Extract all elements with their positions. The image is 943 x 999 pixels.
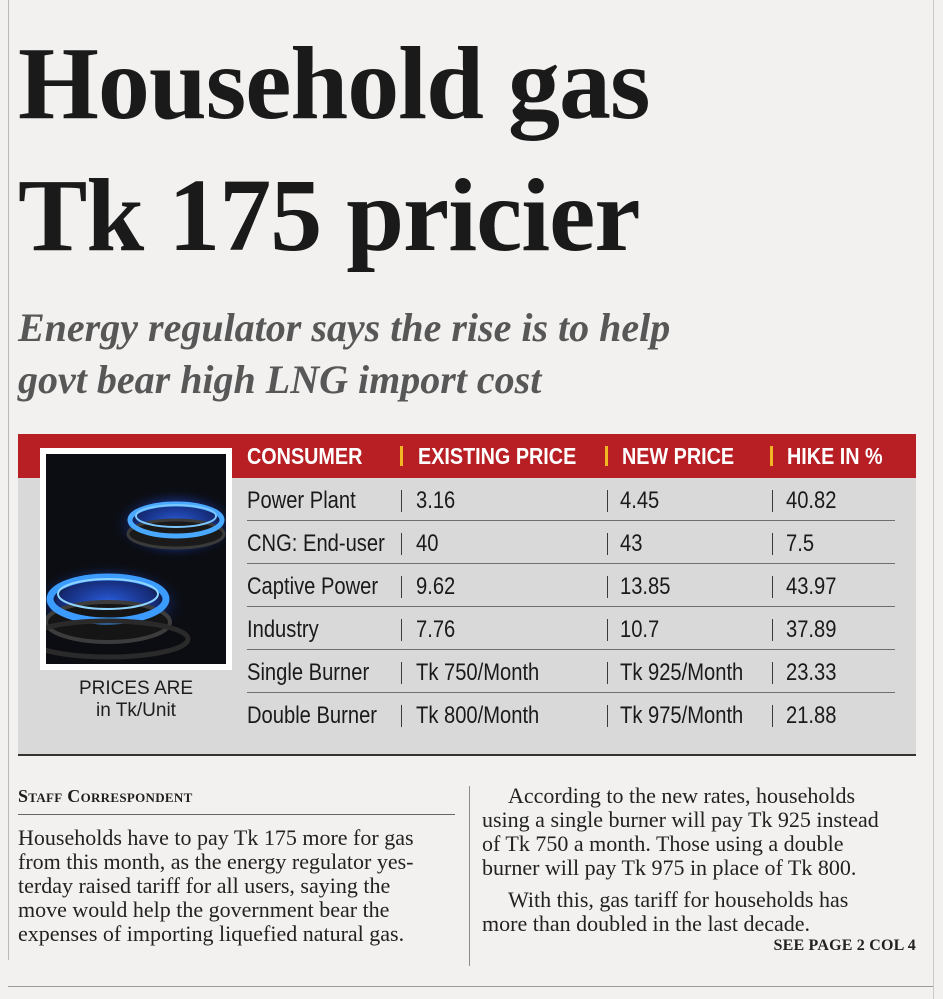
units-note xyxy=(40,678,232,722)
cell-existing-price: 9.62 xyxy=(416,573,456,600)
article-left-column xyxy=(18,826,455,946)
page-left-rule xyxy=(8,0,9,960)
column-divider xyxy=(772,576,773,598)
subheadline-line-1: Energy regulator says the rise is to help xyxy=(18,305,671,350)
column-divider xyxy=(607,662,608,684)
cell-existing-price: 40 xyxy=(416,530,439,557)
cell-consumer: Captive Power xyxy=(247,573,379,600)
column-divider xyxy=(401,576,402,598)
page-right-rule xyxy=(933,0,934,999)
column-divider xyxy=(772,490,773,512)
cell-hike-percent: 7.5 xyxy=(786,530,815,557)
gas-burner-flames-image xyxy=(46,454,226,664)
article-line: Households have to pay Tk 175 more for gas xyxy=(18,825,414,850)
cell-existing-price: 7.76 xyxy=(416,616,456,643)
subheadline xyxy=(18,302,918,406)
header-separator xyxy=(605,446,608,466)
article-line: expenses of importing liquefied natural gas. xyxy=(18,921,405,946)
row-divider xyxy=(247,692,895,693)
row-divider xyxy=(247,520,895,521)
article-line: burner will pay Tk 975 in place of Tk 800. xyxy=(482,855,857,880)
cell-hike-percent: 37.89 xyxy=(786,616,837,643)
cell-existing-price: 3.16 xyxy=(416,487,456,514)
column-divider xyxy=(772,533,773,555)
column-header-existing-price: EXISTING PRICE xyxy=(418,443,577,469)
headline-line-2: Tk 175 pricier xyxy=(18,158,640,273)
row-divider xyxy=(247,606,895,607)
cell-consumer: CNG: End-user xyxy=(247,530,385,557)
column-divider xyxy=(401,705,402,727)
cell-new-price: Tk 975/Month xyxy=(620,702,744,729)
column-divider xyxy=(469,786,470,966)
article-right-column-paragraph-2 xyxy=(482,888,916,936)
cell-consumer: Power Plant xyxy=(247,487,356,514)
article-line: With this, gas tariff for households has xyxy=(508,887,849,912)
page-bottom-rule xyxy=(8,986,933,987)
subheadline-line-2: govt bear high LNG import cost xyxy=(18,357,542,402)
header-separator xyxy=(400,446,403,466)
column-divider xyxy=(401,533,402,555)
column-divider xyxy=(607,705,608,727)
article-line: using a single burner will pay Tk 925 instead xyxy=(482,807,879,832)
gas-stove-photo-frame xyxy=(40,448,232,670)
row-divider xyxy=(247,649,895,650)
cell-consumer: Single Burner xyxy=(247,659,370,686)
article-line: terday raised tariff for all users, saying the xyxy=(18,873,391,898)
article-line: more than doubled in the last decade. xyxy=(482,911,811,936)
byline: Staff Correspondent xyxy=(18,786,193,806)
cell-hike-percent: 23.33 xyxy=(786,659,837,686)
headline-line-1: Household gas xyxy=(18,26,650,141)
column-header-hike-percent: HIKE IN % xyxy=(787,443,883,469)
article-line: According to the new rates, households xyxy=(508,783,856,808)
header-separator xyxy=(770,446,773,466)
cell-new-price: 4.45 xyxy=(620,487,660,514)
continuation-note: SEE PAGE 2 COL 4 xyxy=(773,937,916,954)
headline xyxy=(18,18,928,282)
row-divider xyxy=(247,563,895,564)
column-header-new-price: NEW PRICE xyxy=(622,443,735,469)
units-note-line-2: in Tk/Unit xyxy=(96,700,176,721)
cell-existing-price: Tk 800/Month xyxy=(416,702,540,729)
cell-new-price: Tk 925/Month xyxy=(620,659,744,686)
column-divider xyxy=(401,490,402,512)
cell-consumer: Double Burner xyxy=(247,702,378,729)
article-line: of Tk 750 a month. Those using a double xyxy=(482,831,844,856)
column-divider xyxy=(607,533,608,555)
column-divider xyxy=(401,619,402,641)
column-divider xyxy=(772,705,773,727)
price-infographic xyxy=(18,434,916,756)
cell-new-price: 10.7 xyxy=(620,616,660,643)
cell-hike-percent: 40.82 xyxy=(786,487,837,514)
units-note-line-1: PRICES ARE xyxy=(78,678,194,699)
article-line: move would help the government bear the xyxy=(18,897,390,922)
column-header-consumer: CONSUMER xyxy=(247,443,363,469)
column-divider xyxy=(607,619,608,641)
cell-new-price: 13.85 xyxy=(620,573,671,600)
cell-consumer: Industry xyxy=(247,616,319,643)
cell-new-price: 43 xyxy=(620,530,643,557)
article-right-column-paragraph-1 xyxy=(482,784,916,880)
column-divider xyxy=(772,619,773,641)
gas-stove-photo xyxy=(46,454,226,664)
cell-existing-price: Tk 750/Month xyxy=(416,659,540,686)
byline-rule xyxy=(18,814,455,815)
column-divider xyxy=(607,490,608,512)
cell-hike-percent: 43.97 xyxy=(786,573,837,600)
article-line: from this month, as the energy regulator yes- xyxy=(18,849,414,874)
cell-hike-percent: 21.88 xyxy=(786,702,837,729)
column-divider xyxy=(401,662,402,684)
column-divider xyxy=(607,576,608,598)
column-divider xyxy=(772,662,773,684)
